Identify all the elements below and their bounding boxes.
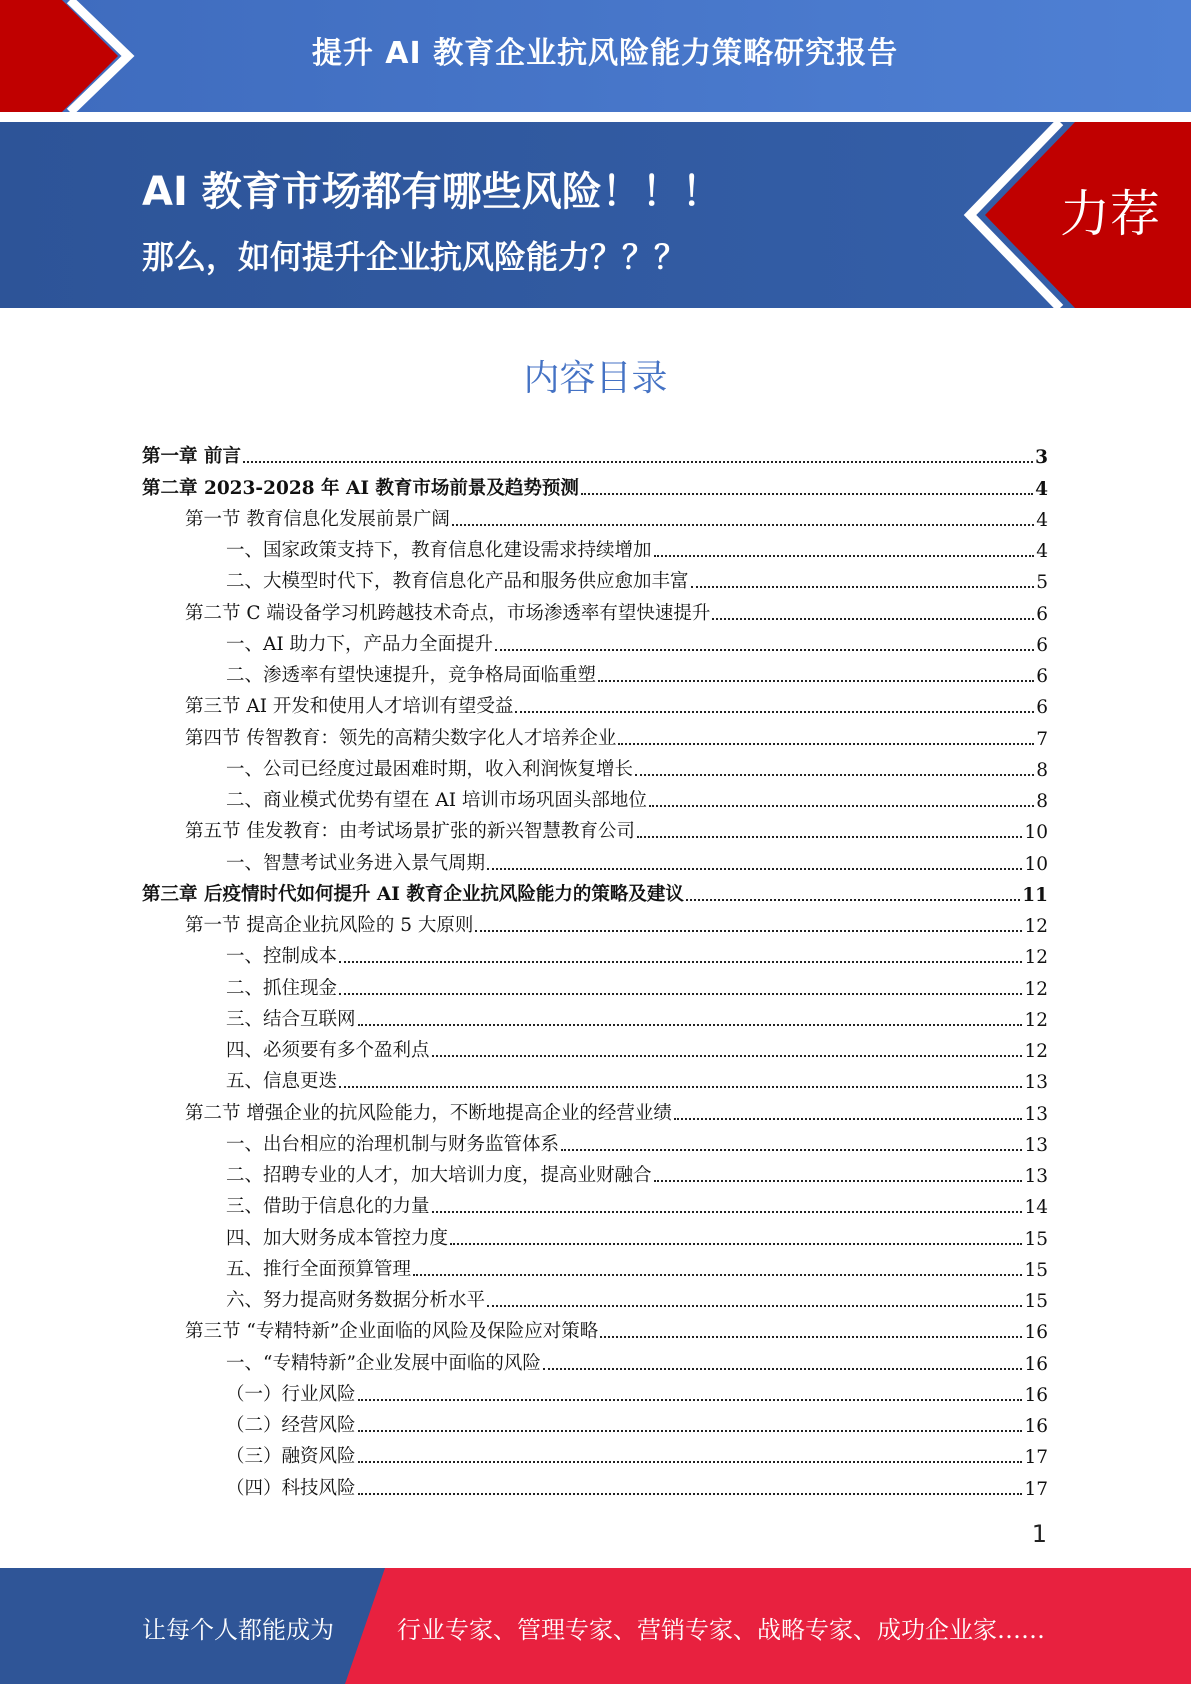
toc-entry[interactable] [142,718,1048,749]
toc-entry-page: 6 [1036,666,1048,687]
toc-entry[interactable] [142,1281,1048,1312]
toc-entry[interactable] [142,625,1048,656]
toc-entry[interactable] [142,1031,1048,1062]
toc-leader-dots [432,1055,1023,1057]
toc-entry-page: 4 [1036,541,1048,562]
toc-entry-label: 三、结合互联网 [226,1008,356,1030]
footer-slogan-right: 行业专家、管理专家、营销专家、战略专家、成功企业家…… [397,1616,1045,1644]
toc-entry-label: 二、招聘专业的人才，加大培训力度，提高业财融合 [226,1165,652,1186]
toc-leader-dots [358,1024,1023,1026]
toc-entry[interactable] [142,1343,1048,1374]
toc-entry[interactable] [142,656,1048,687]
toc-entry-page: 4 [1036,509,1048,531]
toc-entry-label: 一、AI 助力下，产品力全面提升 [226,633,494,655]
toc-entry[interactable] [142,468,1048,499]
toc-leader-dots [686,899,1020,901]
toc-leader-dots [561,1149,1022,1151]
toc-entry-page: 4 [1035,478,1048,500]
toc-entry-page: 5 [1036,572,1048,594]
toc-entry[interactable] [142,500,1048,531]
toc-entry[interactable] [142,531,1048,562]
toc-entry[interactable] [142,750,1048,781]
toc-entry[interactable] [142,1312,1048,1343]
toc-leader-dots [475,930,1022,932]
toc-entry[interactable] [142,781,1048,812]
toc-entry-page: 6 [1036,603,1048,625]
toc-leader-dots [654,555,1035,557]
toc-entry-page: 11 [1022,884,1048,906]
footer-banner [0,1568,1191,1684]
toc-entry-label: 第二章 2023-2028 年 AI 教育市场前景及趋势预测 [142,477,579,499]
toc-leader-dots [674,1118,1023,1120]
toc-leader-dots [413,1274,1022,1276]
toc-entry[interactable] [142,875,1048,906]
toc-entry[interactable] [142,968,1048,999]
toc-leader-dots [358,1430,1023,1432]
toc-entry-label: 一、出台相应的治理机制与财务监管体系 [226,1133,560,1155]
toc-entry-label: 一、公司已经度过最困难时期，收入利润恢复增长 [226,758,634,780]
toc-entry-label: 第一章 前言 [142,446,241,468]
toc-leader-dots [339,1086,1022,1088]
toc-leader-dots [358,1493,1023,1495]
toc-entry[interactable] [142,1187,1048,1218]
toc-leader-dots [635,774,1034,776]
toc-entry-page: 17 [1024,1478,1048,1500]
toc-entry[interactable] [142,1406,1048,1437]
table-of-contents [142,437,1048,1500]
toc-entry-label: 第三节 “专精特新”企业面临的风险及保险应对策略 [185,1321,599,1343]
toc-entry[interactable] [142,906,1048,937]
toc-entry-page: 16 [1024,1353,1048,1375]
toc-leader-dots [243,461,1033,463]
toc-entry-label: （二）经营风险 [226,1415,356,1436]
toc-entry[interactable] [142,843,1048,874]
toc-leader-dots [452,524,1034,526]
toc-leader-dots [543,1368,1023,1370]
toc-entry-page: 12 [1024,978,1048,1000]
toc-entry-page: 12 [1024,947,1048,969]
toc-entry[interactable] [142,562,1048,593]
toc-entry[interactable] [142,437,1048,468]
toc-leader-dots [339,993,1022,995]
top-banner [0,0,1191,112]
toc-leader-dots [515,711,1034,713]
toc-entry-label: 一、“专精特新”企业发展中面临的风险 [226,1352,541,1374]
toc-entry-label: 第三章 后疫情时代如何提升 AI 教育企业抗风险能力的策略及建议 [142,883,684,905]
page-number: 1 [1031,1520,1047,1548]
toc-entry[interactable] [142,1437,1048,1468]
toc-entry-page: 6 [1036,634,1048,656]
toc-leader-dots [649,805,1034,807]
toc-entry-page: 12 [1024,916,1048,937]
toc-entry-label: 第三节 AI 开发和使用人才培训有望受益 [185,696,514,718]
toc-entry-page: 12 [1024,1041,1048,1062]
toc-leader-dots [487,868,1022,870]
toc-entry-page: 13 [1024,1072,1048,1094]
toc-entry[interactable] [142,812,1048,843]
toc-leader-dots [339,961,1022,963]
toc-entry-page: 8 [1036,791,1048,812]
toc-entry[interactable] [142,1375,1048,1406]
hero-headline: AI 教育市场都有哪些风险！！！ [142,169,722,215]
toc-entry-page: 15 [1024,1291,1048,1312]
toc-entry-label: 一、智慧考试业务进入景气周期 [226,852,486,874]
toc-entry-label: 二、商业模式优势有望在 AI 培训市场巩固头部地位 [226,790,647,811]
toc-entry-page: 16 [1024,1384,1048,1406]
toc-entry-page: 13 [1024,1166,1048,1187]
toc-entry-label: 第一节 提高企业抗风险的 5 大原则 [185,915,474,936]
toc-entry-label: （四）科技风险 [226,1477,356,1499]
toc-entry-label: 第一节 教育信息化发展前景广阔 [185,508,450,530]
toc-entry[interactable] [142,1218,1048,1249]
toc-entry-label: 二、渗透率有望快速提升，竞争格局面临重塑 [226,665,597,686]
toc-leader-dots [495,649,1034,651]
toc-entry-label: 二、抓住现金 [226,977,338,999]
toc-entry-page: 13 [1024,1103,1048,1125]
toc-leader-dots [432,1211,1023,1213]
toc-entry-page: 3 [1035,447,1048,469]
toc-leader-dots [691,586,1035,588]
toc-entry-label: 四、加大财务成本管控力度 [226,1227,449,1249]
hero-banner [0,122,1191,308]
hero-subheadline: 那么，如何提升企业抗风险能力？？？ [142,238,687,276]
toc-leader-dots [487,1305,1022,1307]
toc-entry-label: 一、控制成本 [226,946,338,968]
toc-entry-page: 10 [1024,822,1048,844]
toc-entry-label: 四、必须要有多个盈利点 [226,1040,430,1061]
toc-entry-label: 五、推行全面预算管理 [226,1258,412,1280]
toc-entry[interactable] [142,1000,1048,1031]
toc-leader-dots [358,1461,1023,1463]
toc-leader-dots [600,1336,1022,1338]
toc-entry-label: 五、信息更迭 [226,1071,338,1093]
toc-leader-dots [712,618,1034,620]
toc-entry-page: 16 [1024,1322,1048,1344]
toc-leader-dots [637,836,1023,838]
toc-entry[interactable] [142,687,1048,718]
toc-entry-page: 12 [1024,1009,1048,1031]
toc-entry-page: 8 [1036,759,1048,781]
toc-entry[interactable] [142,1156,1048,1187]
toc-entry-label: 第二节 增强企业的抗风险能力，不断地提高企业的经营业绩 [185,1102,672,1124]
toc-entry-page: 15 [1024,1228,1048,1250]
toc-entry[interactable] [142,1062,1048,1093]
toc-leader-dots [358,1399,1023,1401]
toc-leader-dots [654,1180,1023,1182]
toc-entry-page: 14 [1024,1197,1048,1219]
toc-entry-label: 第二节 C 端设备学习机跨越技术奇点，市场渗透率有望快速提升 [185,602,711,624]
toc-entry[interactable] [142,1250,1048,1281]
toc-leader-dots [581,493,1033,495]
toc-entry-page: 17 [1024,1447,1048,1469]
toc-entry[interactable] [142,1093,1048,1124]
toc-entry-label: 三、借助于信息化的力量 [226,1196,430,1218]
toc-entry-page: 13 [1024,1134,1048,1156]
toc-entry-page: 10 [1024,853,1048,875]
report-title: 提升 AI 教育企业抗风险能力策略研究报告 [311,36,899,71]
toc-entry[interactable] [142,593,1048,624]
footer-slogan-left: 让每个人都能成为 [142,1616,334,1644]
toc-entry-label: 第五节 佳发教育：由考试场景扩张的新兴智慧教育公司 [185,821,635,843]
toc-entry[interactable] [142,1468,1048,1499]
toc-entry-label: 一、国家政策支持下，教育信息化建设需求持续增加 [226,540,652,561]
toc-heading: 内容目录 [523,358,668,399]
toc-entry-label: 第四节 传智教育：领先的高精尖数字化人才培养企业 [185,727,617,749]
toc-entry[interactable] [142,937,1048,968]
toc-entry-page: 16 [1024,1416,1048,1437]
toc-entry-label: 六、努力提高财务数据分析水平 [226,1290,486,1311]
toc-entry-label: （三）融资风险 [226,1446,356,1468]
toc-entry-page: 6 [1036,697,1048,719]
toc-leader-dots [618,743,1034,745]
toc-entry-label: 二、大模型时代下，教育信息化产品和服务供应愈加丰富 [226,571,689,593]
recommend-badge: 力荐 [1060,185,1160,243]
toc-entry-label: （一）行业风险 [226,1383,356,1405]
toc-entry-page: 7 [1036,728,1048,750]
toc-entry-page: 15 [1024,1259,1048,1281]
toc-leader-dots [450,1243,1022,1245]
toc-leader-dots [598,680,1034,682]
toc-entry[interactable] [142,1125,1048,1156]
